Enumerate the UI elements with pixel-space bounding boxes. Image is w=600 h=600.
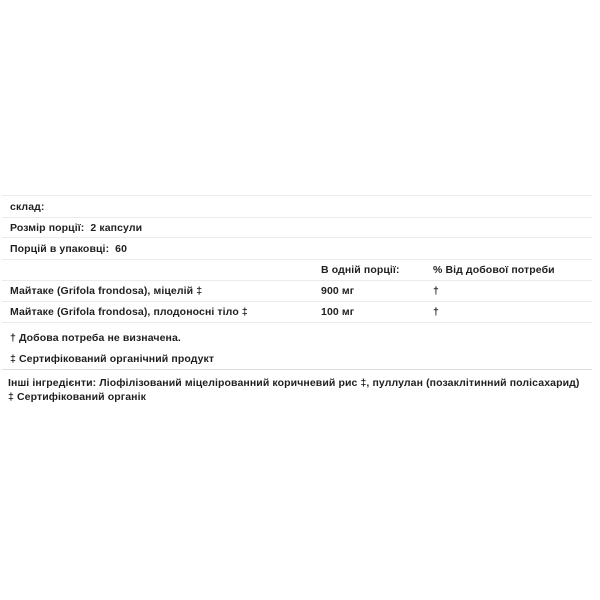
servings-per-container-label: Порцій в упаковці: [10, 242, 110, 255]
table-header-row [2, 260, 592, 281]
footnote-certified-organic: ‡ Сертифікований органічний продукт [10, 352, 215, 365]
serving-size-label: Розмір порції: [10, 221, 85, 234]
ingredient-amount: 900 мг [321, 285, 355, 297]
other-ingredients-paragraph: Інші інгредієнти: Ліофілізований міцелірованний коричневий рис ‡, пуллулан (позаклітинний полісахарид) ‡ Сертифікований органік [8, 377, 580, 403]
ingredient-daily-value: † [433, 285, 439, 297]
composition-heading-row [2, 195, 592, 218]
ingredient-name: Майтаке (Grifola frondosa), міцелій ‡ [10, 285, 203, 297]
composition-label: склад: [10, 200, 45, 213]
column-header-daily-value: % Від добової потреби [433, 264, 555, 276]
footnote-daily-value: † Добова потреба не визначена. [10, 331, 181, 344]
column-header-amount: В одній порції: [321, 264, 400, 276]
ingredient-amount: 100 мг [321, 306, 355, 318]
supplement-facts-panel [2, 195, 592, 404]
table-row [2, 281, 592, 302]
servings-per-container-row [2, 238, 592, 260]
serving-size-row [2, 218, 592, 238]
serving-size-value: 2 капсули [90, 221, 143, 234]
ingredient-name: Майтаке (Grifola frondosa), плодоносні тіло ‡ [10, 306, 248, 318]
footnotes-section [2, 323, 592, 370]
ingredient-daily-value: † [433, 306, 439, 318]
servings-per-container-value: 60 [115, 242, 128, 255]
table-row [2, 302, 592, 323]
